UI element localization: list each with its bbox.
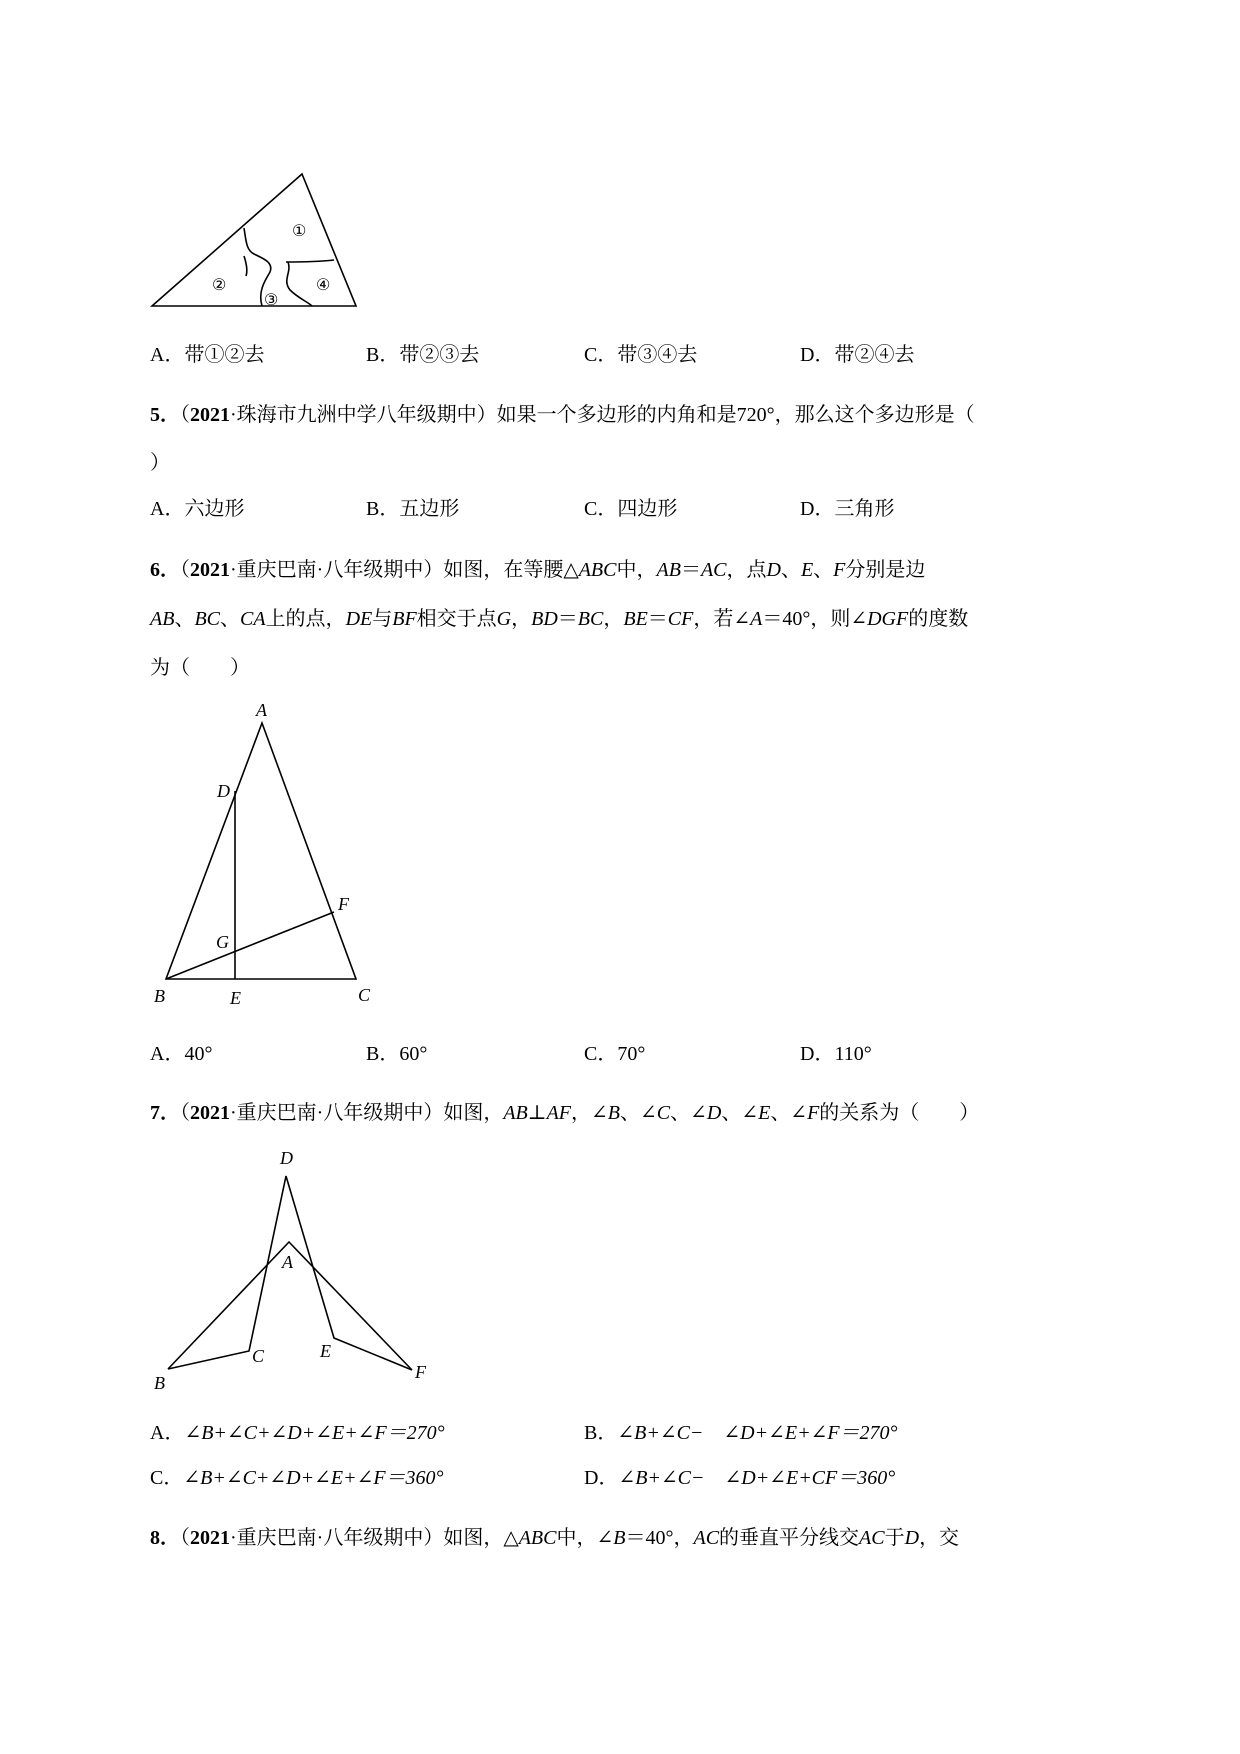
q7-text: ，∠	[571, 1102, 608, 1124]
option-letter: D．	[800, 344, 835, 366]
q6-text: ，	[603, 608, 624, 630]
q6-label-g: G	[216, 932, 229, 952]
option-text: 60°	[399, 1043, 428, 1065]
q5-stem: 如果一个多边形的内角和是720°，那么这个多边形是（	[496, 404, 975, 426]
q6-var: G	[496, 608, 512, 630]
q7-var: AB	[503, 1102, 528, 1124]
q7-option-d[interactable]	[584, 1465, 895, 1491]
q6-var: E	[800, 559, 814, 581]
q6-var: DGF	[867, 608, 909, 630]
option-letter: D．	[584, 1467, 619, 1489]
q7-label-a: A	[282, 1252, 293, 1272]
option-letter: A．	[150, 344, 185, 366]
option-text: 三角形	[834, 498, 895, 520]
q8-text: 如图，△	[443, 1527, 519, 1549]
q5-stem-line-2: ）	[150, 452, 170, 474]
option-text: 带②④去	[834, 344, 915, 366]
option-letter: A．	[150, 1043, 185, 1065]
q7-text: 如图，	[443, 1102, 504, 1124]
q7-text: 的关系为（ ）	[819, 1102, 980, 1124]
q6-text: 相交于点	[416, 608, 497, 630]
q6-text: 如图，在等腰△	[443, 559, 579, 581]
q4-region-4: ④	[316, 277, 331, 294]
q7-label-b: B	[154, 1373, 165, 1393]
q7-option-a[interactable]	[150, 1420, 445, 1446]
q8-source-open: （	[180, 1527, 190, 1549]
q7-label-c: C	[252, 1346, 265, 1366]
option-letter: D．	[800, 1043, 835, 1065]
q6-text: 与	[372, 608, 393, 630]
option-text: ∠B+∠C− ∠D+∠E+CF＝360°	[618, 1467, 896, 1489]
q7-label-e: E	[320, 1341, 331, 1361]
q8-source: ·重庆巴南·八年级期中）	[230, 1527, 444, 1549]
option-text: 110°	[834, 1043, 872, 1065]
option-text: ∠B+∠C− ∠D+∠E+∠F＝270°	[617, 1422, 898, 1444]
option-letter: B．	[366, 1043, 400, 1065]
q6-text: 、	[174, 608, 195, 630]
q6-source: ·重庆巴南·八年级期中）	[230, 559, 444, 581]
q7-path-bcdef	[168, 1176, 412, 1370]
option-text: 70°	[617, 1043, 646, 1065]
q7-source-year: 2021	[190, 1102, 230, 1124]
q7-option-c[interactable]	[150, 1465, 444, 1491]
q6-var: CA	[240, 608, 266, 630]
q8-stem	[150, 1525, 959, 1551]
q8-var: AC	[859, 1527, 885, 1549]
q6-text: ＝	[557, 608, 578, 630]
option-letter: C．	[150, 1467, 184, 1489]
q7-number: 7．	[150, 1102, 180, 1124]
option-letter: B．	[366, 344, 400, 366]
q6-text: 、	[220, 608, 240, 630]
option-letter: C．	[584, 344, 618, 366]
q7-var: B	[607, 1102, 620, 1124]
q7-var: D	[706, 1102, 722, 1124]
q7-var: F	[807, 1102, 820, 1124]
q6-var: CF	[667, 608, 694, 630]
q8-var: AC	[693, 1527, 720, 1549]
q6-text: ，	[511, 608, 532, 630]
q7-var: AF	[546, 1102, 572, 1124]
q6-var: D	[766, 559, 781, 581]
q7-text: 、∠	[620, 1102, 657, 1124]
q6-text: 上的点，	[265, 608, 346, 630]
q6-text: 、	[780, 559, 801, 581]
q8-source-year: 2021	[190, 1527, 230, 1549]
option-letter: A．	[150, 498, 185, 520]
q6-label-c: C	[358, 985, 371, 1005]
option-letter: D．	[800, 498, 835, 520]
q7-option-b[interactable]	[584, 1420, 898, 1446]
q6-text: ，点	[726, 559, 767, 581]
option-letter: A．	[150, 1422, 185, 1444]
option-text: ∠B+∠C+∠D+∠E+∠F＝360°	[183, 1467, 444, 1489]
q8-var: D	[904, 1527, 920, 1549]
q4-region-1: ①	[292, 223, 307, 240]
q6-var: ABC	[578, 559, 617, 581]
option-text: 40°	[184, 1043, 213, 1065]
option-text: 五边形	[399, 498, 460, 520]
q6-label-a: A	[256, 700, 267, 720]
q7-source: ·重庆巴南·八年级期中）	[230, 1102, 444, 1124]
q8-text: 中，∠	[556, 1527, 614, 1549]
q8-text: 的垂直平分线交	[719, 1527, 860, 1549]
q6-label-d: D	[217, 781, 230, 801]
option-letter: C．	[584, 1043, 618, 1065]
q6-var: BD	[531, 608, 558, 630]
option-text: ∠B+∠C+∠D+∠E+∠F＝270°	[184, 1422, 445, 1444]
q6-var: BC	[194, 608, 220, 630]
q6-var: AC	[700, 559, 727, 581]
q7-label-d: D	[280, 1148, 293, 1168]
option-letter: C．	[584, 498, 618, 520]
q8-number: 8．	[150, 1527, 180, 1549]
q7-text: 、∠	[670, 1102, 707, 1124]
q7-text: 、∠	[721, 1102, 759, 1124]
q8-text: ＝40°，	[625, 1527, 694, 1549]
q6-label-b: B	[154, 986, 165, 1006]
q8-text: 于	[884, 1527, 905, 1549]
option-text: 六边形	[184, 498, 245, 520]
q5-source-year: 2021	[190, 404, 230, 426]
q6-label-e: E	[230, 988, 241, 1008]
q5-source: ·珠海市九洲中学八年级期中）	[230, 404, 497, 426]
q6-stem-line-3: 为（ ）	[150, 657, 250, 679]
q8-var: B	[613, 1527, 626, 1549]
option-text: 带③④去	[617, 344, 698, 366]
option-letter: B．	[366, 498, 400, 520]
q7-text: ⊥	[527, 1102, 547, 1124]
q6-number: 6．	[150, 559, 180, 581]
option-letter: B．	[584, 1422, 618, 1444]
q6-text: 、	[813, 559, 834, 581]
q6-var: BC	[577, 608, 604, 630]
q7-source-open: （	[180, 1102, 190, 1124]
option-text: 四边形	[617, 498, 678, 520]
q7-var: E	[758, 1102, 771, 1124]
q6-text: ＝40°，则∠	[762, 608, 868, 630]
q8-text: ，交	[919, 1527, 960, 1549]
q6-text: 的度数	[908, 608, 969, 630]
q6-var: BF	[392, 608, 417, 630]
q6-var: DE	[345, 608, 373, 630]
q8-var: ABC	[518, 1527, 557, 1549]
q6-var: AB	[150, 608, 175, 630]
q6-text: ＝	[647, 608, 668, 630]
q6-text: ，若∠	[693, 608, 751, 630]
q7-label-f: F	[415, 1362, 426, 1382]
q6-text: 分别是边	[845, 559, 926, 581]
q6-var: BE	[623, 608, 648, 630]
q6-text: 中，	[616, 559, 657, 581]
option-text: 带①②去	[184, 344, 265, 366]
option-text: 带②③去	[399, 344, 480, 366]
q6-var: AB	[656, 559, 681, 581]
q5-number: 5．	[150, 404, 180, 426]
q7-text: 、∠	[770, 1102, 808, 1124]
q4-region-2: ②	[212, 277, 227, 294]
q6-label-f: F	[338, 894, 349, 914]
q6-var: A	[750, 608, 763, 630]
q6-source-open: （	[180, 559, 190, 581]
q6-text: ＝	[680, 559, 701, 581]
q7-var: C	[656, 1102, 671, 1124]
q6-var: F	[833, 559, 846, 581]
q6-source-year: 2021	[190, 559, 230, 581]
q4-region-3: ③	[264, 292, 279, 309]
q5-source-open: （	[180, 404, 190, 426]
